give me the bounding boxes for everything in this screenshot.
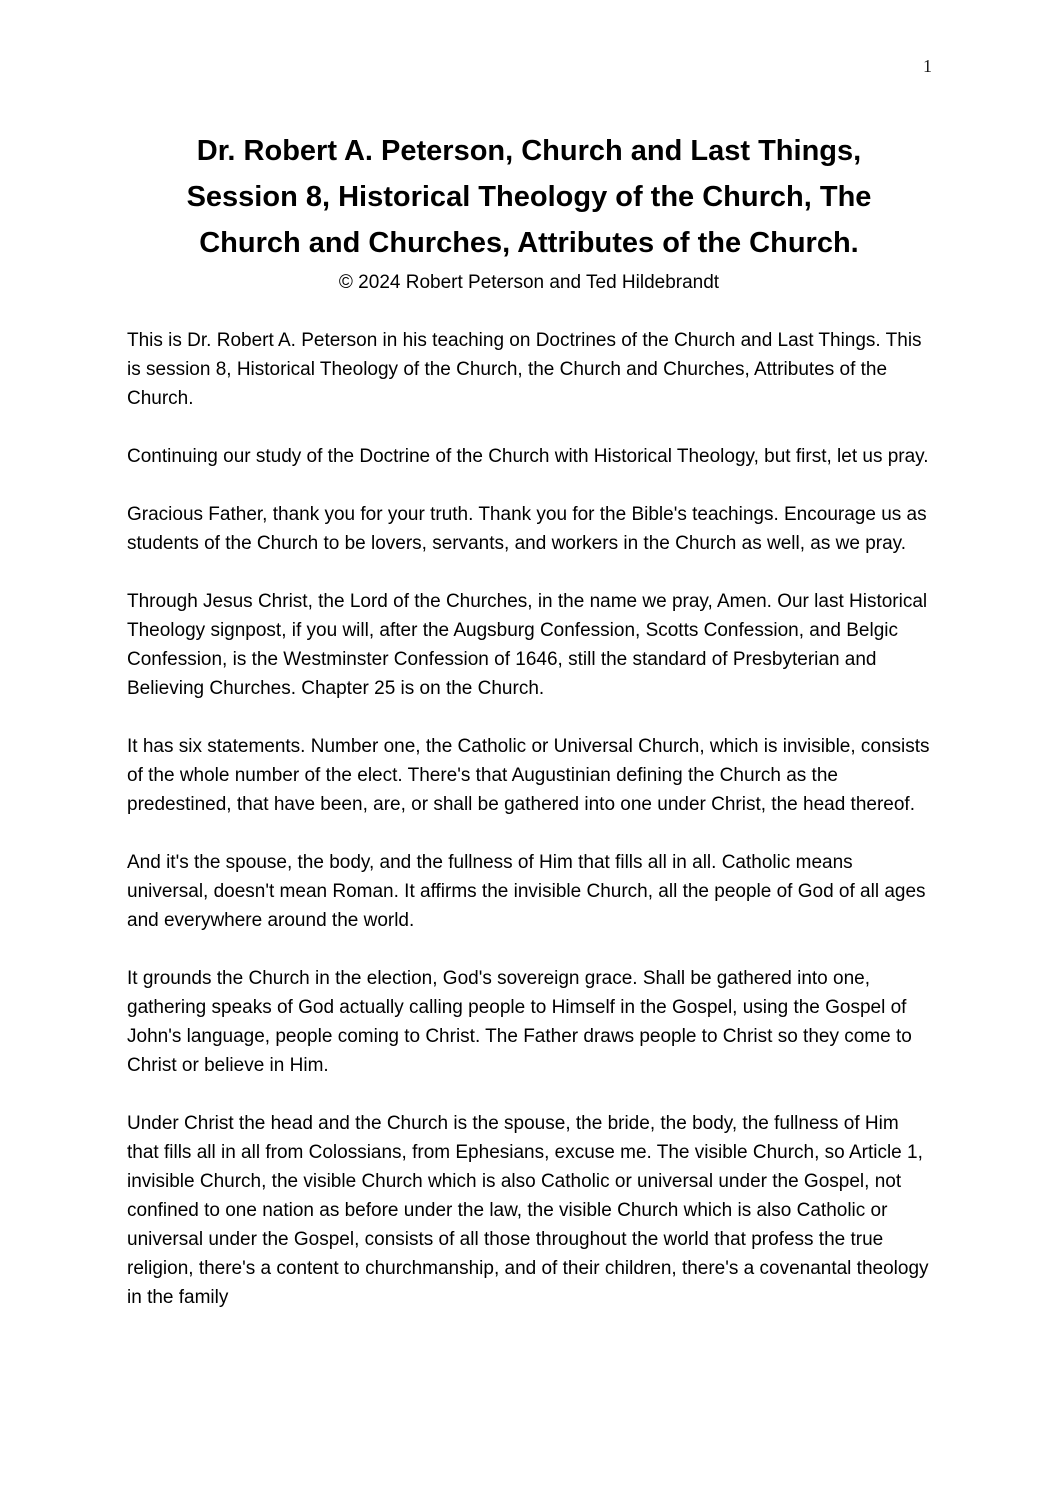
page-number: 1 [923, 56, 932, 76]
document-title-line-3: Church and Churches, Attributes of the Church. [199, 227, 859, 259]
paragraph-2: Continuing our study of the Doctrine of the Church with Historical Theology, but first, let us pray. [127, 446, 929, 467]
paragraph-6: And it's the spouse, the body, and the fullness of Him that fills all in all. Catholic means universal, doesn't mean Roman. It affirms the invisible Church, all the people of God of all ages and everywhere around the world. [127, 852, 926, 931]
paragraph-1: This is Dr. Robert A. Peterson in his teaching on Doctrines of the Church and Last Things. This is session 8, Historical Theology of the Church, the Church and Churches, Attributes of the Church. [127, 330, 922, 409]
paragraph-8: Under Christ the head and the Church is the spouse, the bride, the body, the fullness of Him that fills all in all from Colossians, from Ephesians, excuse me. The visible Church, so Article 1, invisible Church, the visible Church which is also Catholic or universal under the Gospel, not confined to one nation as before under the law, the visible Church which is also Catholic or universal under the Gospel, consists of all those throughout the world that profess the true religion, there's a content to churchmanship, and of their children, there's a covenantal theology in the family [127, 1113, 929, 1308]
paragraph-3: Gracious Father, thank you for your truth. Thank you for the Bible's teachings. Encourage us as students of the Church to be lovers, servants, and workers in the Church as well, as we pray. [127, 504, 927, 554]
document-body [127, 326, 932, 1312]
copyright-notice: © 2024 Robert Peterson and Ted Hildebrandt [338, 272, 720, 293]
document-title [0, 0, 1058, 266]
document-title-line-2: Session 8, Historical Theology of the Church, The [186, 181, 872, 213]
document-title-line-1: Dr. Robert A. Peterson, Church and Last Things, [196, 135, 862, 167]
paragraph-5: It has six statements. Number one, the Catholic or Universal Church, which is invisible, consists of the whole number of the elect. There's that Augustinian defining the Church as the predestined, that have been, are, or shall be gathered into one under Christ, the head thereof. [127, 736, 930, 815]
paragraph-4: Through Jesus Christ, the Lord of the Churches, in the name we pray, Amen. Our last Historical Theology signpost, if you will, after the Augsburg Confession, Scotts Confession, and Belgic Confession, is the Westminster Confession of 1646, still the standard of Presbyterian and Believing Churches. Chapter 25 is on the Church. [127, 591, 928, 699]
paragraph-7: It grounds the Church in the election, God's sovereign grace. Shall be gathered into one, gathering speaks of God actually calling people to Himself in the Gospel, using the Gospel of John's language, people coming to Christ. The Father draws people to Christ so they come to Christ or believe in Him. [127, 968, 912, 1076]
